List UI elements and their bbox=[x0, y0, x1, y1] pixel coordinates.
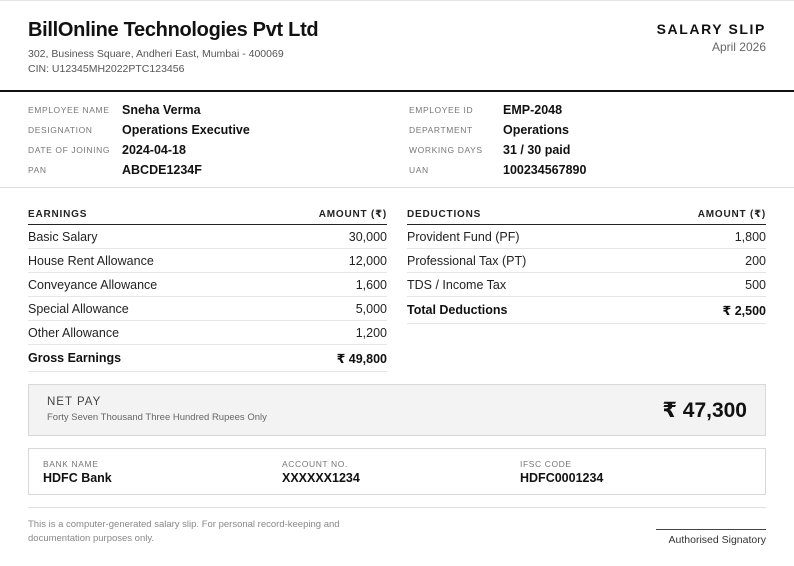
info-row-designation bbox=[28, 120, 250, 140]
table-row bbox=[28, 225, 387, 249]
info-value: Operations bbox=[503, 123, 569, 137]
footer-divider bbox=[28, 507, 766, 508]
table-row bbox=[28, 297, 387, 321]
company-cin: CIN: U12345MH2022PTC123456 bbox=[28, 63, 185, 75]
info-value: 100234567890 bbox=[503, 163, 587, 177]
info-label: EMPLOYEE ID bbox=[409, 105, 474, 115]
earning-label: Other Allowance bbox=[28, 325, 120, 340]
info-value: 2024-04-18 bbox=[122, 143, 186, 157]
earning-amount: 30,000 bbox=[348, 229, 387, 244]
total-deductions-row bbox=[407, 297, 766, 324]
earning-amount: 5,000 bbox=[355, 301, 387, 316]
info-row-date-of-joining bbox=[28, 140, 186, 160]
gross-earnings-row bbox=[28, 345, 387, 372]
table-row bbox=[407, 273, 766, 297]
slip-period: April 2026 bbox=[711, 40, 766, 54]
info-row-employee-id bbox=[409, 100, 562, 120]
company-name: BillOnline Technologies Pvt Ltd bbox=[28, 19, 319, 41]
gross-earnings-amount: ₹ 49,800 bbox=[336, 351, 387, 366]
gross-earnings-label: Gross Earnings bbox=[28, 351, 122, 365]
authorised-signatory-label: Authorised Signatory bbox=[668, 534, 766, 546]
earnings-header-label: EARNINGS bbox=[28, 208, 88, 220]
earning-amount: 1,200 bbox=[355, 325, 387, 340]
footer-note: This is a computer-generated salary slip. For personal record-keeping and documentation purposes only. bbox=[28, 519, 340, 544]
info-value: Operations Executive bbox=[122, 123, 250, 137]
table-row bbox=[407, 225, 766, 249]
info-row-department bbox=[409, 120, 569, 140]
earning-label: House Rent Allowance bbox=[28, 253, 154, 268]
deduction-amount: 200 bbox=[745, 253, 766, 268]
bank-value: HDFC0001234 bbox=[520, 471, 604, 485]
deduction-amount: 500 bbox=[745, 277, 766, 292]
deduction-label: TDS / Income Tax bbox=[407, 277, 507, 292]
bank-details bbox=[28, 448, 766, 495]
deduction-label: Professional Tax (PT) bbox=[407, 253, 527, 268]
bank-label: ACCOUNT NO. bbox=[282, 459, 348, 469]
info-label: WORKING DAYS bbox=[409, 145, 483, 155]
net-pay-words: Forty Seven Thousand Three Hundred Rupees Only bbox=[47, 412, 267, 423]
info-label: DEPARTMENT bbox=[409, 125, 473, 135]
info-row-uan bbox=[409, 160, 586, 180]
info-label: PAN bbox=[28, 165, 47, 175]
table-row bbox=[28, 321, 387, 345]
info-value: Sneha Verma bbox=[122, 103, 201, 117]
earning-label: Conveyance Allowance bbox=[28, 277, 158, 292]
total-deductions-amount: ₹ 2,500 bbox=[722, 303, 766, 318]
total-deductions-label: Total Deductions bbox=[407, 303, 508, 317]
info-row-working-days bbox=[409, 140, 570, 160]
table-row bbox=[28, 249, 387, 273]
account-number-field bbox=[282, 459, 360, 485]
deductions-header-label: DEDUCTIONS bbox=[407, 208, 482, 220]
deduction-amount: 1,800 bbox=[734, 229, 766, 244]
bank-value: HDFC Bank bbox=[43, 471, 112, 485]
bank-value: XXXXXX1234 bbox=[282, 471, 360, 485]
slip-title: SALARY SLIP bbox=[656, 21, 766, 37]
earnings-table-header bbox=[28, 204, 387, 225]
slip-header bbox=[0, 0, 794, 92]
info-label: UAN bbox=[409, 165, 429, 175]
bank-name-field bbox=[43, 459, 112, 485]
earning-label: Basic Salary bbox=[28, 229, 98, 244]
deductions-table bbox=[407, 204, 766, 324]
info-label: EMPLOYEE NAME bbox=[28, 105, 110, 115]
net-pay-label: NET PAY bbox=[47, 396, 102, 408]
net-pay-amount: ₹ 47,300 bbox=[662, 399, 747, 422]
info-label: DESIGNATION bbox=[28, 125, 93, 135]
company-address: 302, Business Square, Andheri East, Mumbai - 400069 bbox=[28, 48, 284, 60]
signature-line bbox=[656, 529, 766, 530]
bank-label: IFSC CODE bbox=[520, 459, 572, 469]
ifsc-code-field bbox=[520, 459, 603, 485]
deductions-amount-header: AMOUNT (₹) bbox=[697, 208, 766, 220]
earning-amount: 12,000 bbox=[348, 253, 387, 268]
net-pay-box bbox=[28, 384, 766, 436]
earning-label: Special Allowance bbox=[28, 301, 129, 316]
deduction-label: Provident Fund (PF) bbox=[407, 229, 520, 244]
info-value: 31 / 30 paid bbox=[503, 143, 571, 157]
earnings-amount-header: AMOUNT (₹) bbox=[318, 208, 387, 220]
employee-info bbox=[0, 92, 794, 188]
bank-label: BANK NAME bbox=[43, 459, 99, 469]
table-row bbox=[28, 273, 387, 297]
table-row bbox=[407, 249, 766, 273]
earnings-table bbox=[28, 204, 387, 372]
earning-amount: 1,600 bbox=[355, 277, 387, 292]
deductions-table-header bbox=[407, 204, 766, 225]
info-row-pan bbox=[28, 160, 202, 180]
info-row-employee-name bbox=[28, 100, 201, 120]
info-label: DATE OF JOINING bbox=[28, 145, 111, 155]
info-value: ABCDE1234F bbox=[122, 163, 202, 177]
info-value: EMP-2048 bbox=[503, 103, 563, 117]
